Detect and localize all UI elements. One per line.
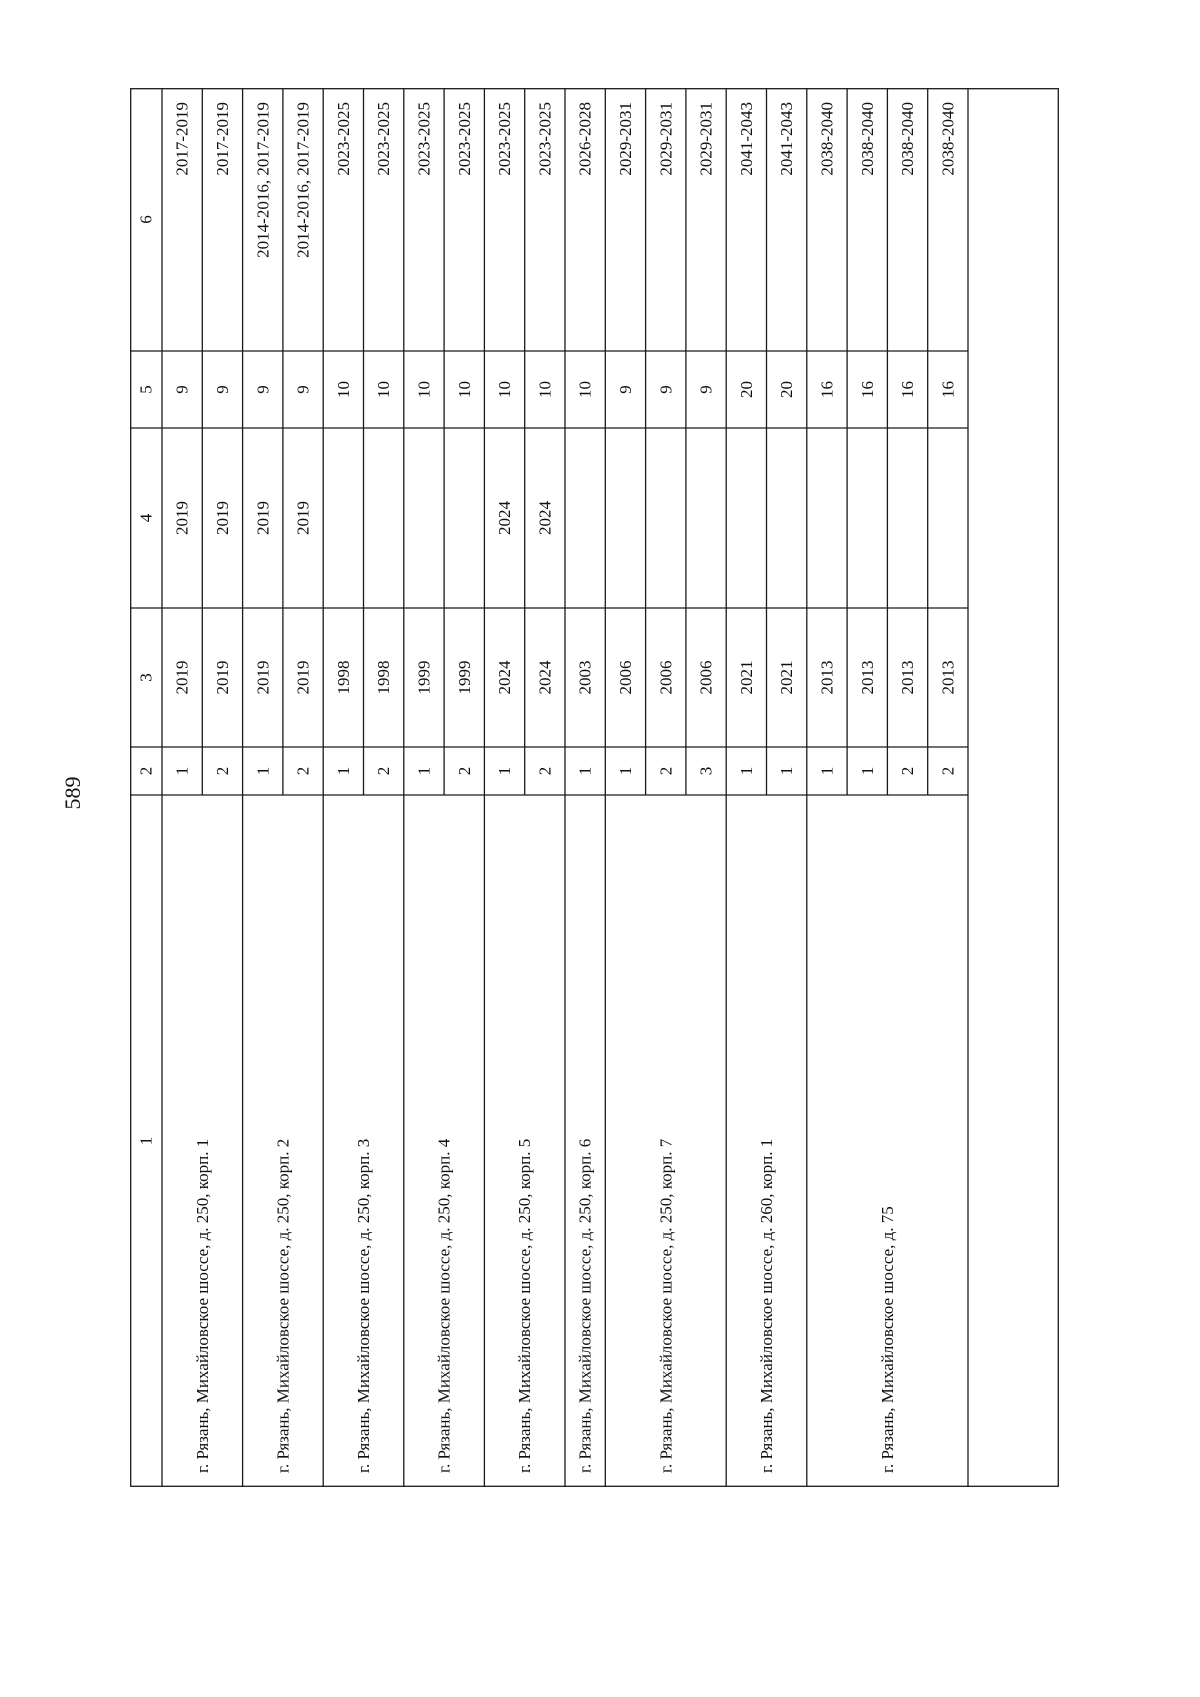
cell-col2: 1 — [615, 766, 635, 776]
cell-col4: 2019 — [212, 501, 232, 535]
address-cell: г. Рязань, Михайловское шоссе, д. 75 — [877, 1206, 897, 1473]
cell-col4: 2019 — [172, 501, 192, 535]
cell-col2: 1 — [495, 766, 515, 776]
address-cell: г. Рязань, Михайловское шоссе, д. 250, корп. 7 — [656, 1138, 676, 1473]
cell-col5: 9 — [615, 385, 635, 394]
cell-col3: 1999 — [454, 660, 474, 695]
cell-col2: 2 — [656, 766, 676, 776]
cell-col5: 9 — [656, 385, 676, 394]
cell-col2: 1 — [575, 766, 595, 776]
cell-col3: 2013 — [857, 660, 877, 695]
page-number: 589 — [60, 776, 85, 810]
cell-col6: 2023-2025 — [374, 102, 394, 176]
cell-col3: 1999 — [414, 660, 434, 695]
cell-col5: 10 — [414, 381, 434, 398]
cell-col5: 9 — [293, 385, 313, 394]
address-cell: г. Рязань, Михайловское шоссе, д. 250, корп. 6 — [575, 1138, 595, 1473]
cell-col3: 2013 — [898, 660, 918, 695]
cell-col4: 2019 — [253, 501, 273, 535]
cell-col3: 2019 — [212, 660, 232, 695]
cell-col5: 16 — [817, 381, 837, 398]
cell-col6: 2017-2019 — [212, 102, 232, 176]
cell-col6: 2014-2016, 2017-2019 — [253, 102, 273, 258]
cell-col3: 2013 — [817, 660, 837, 695]
cell-col6: 2029-2031 — [656, 102, 676, 176]
cell-col6: 2023-2025 — [333, 102, 353, 176]
cell-col5: 20 — [736, 381, 756, 398]
cell-col2: 2 — [535, 766, 555, 776]
cell-col6: 2029-2031 — [696, 102, 716, 176]
cell-col2: 2 — [374, 766, 394, 776]
column-header-4: 4 — [136, 513, 156, 523]
cell-col4: 2024 — [495, 501, 515, 535]
cell-col6: 2023-2025 — [414, 102, 434, 176]
cell-col6: 2041-2043 — [777, 102, 797, 176]
cell-col5: 10 — [495, 381, 515, 398]
column-header-2: 2 — [136, 766, 156, 776]
cell-col2: 3 — [696, 766, 716, 776]
cell-col3: 2006 — [696, 660, 716, 695]
cell-col2: 1 — [857, 766, 877, 776]
column-header-5: 5 — [136, 385, 156, 394]
address-cell: г. Рязань, Михайловское шоссе, д. 250, корп. 2 — [273, 1138, 293, 1473]
cell-col6: 2038-2040 — [898, 102, 918, 176]
cell-col5: 16 — [938, 381, 958, 398]
cell-col4: 2024 — [535, 501, 555, 535]
cell-col5: 10 — [333, 381, 353, 398]
cell-col6: 2014-2016, 2017-2019 — [293, 101, 313, 258]
cell-col3: 2021 — [777, 660, 797, 695]
cell-col3: 1998 — [374, 660, 394, 695]
cell-col5: 16 — [898, 381, 918, 398]
cell-col2: 2 — [454, 766, 474, 776]
address-cell: г. Рязань, Михайловское шоссе, д. 250, корп. 3 — [354, 1138, 373, 1473]
address-cell: г. Рязань, Михайловское шоссе, д. 260, корп. 1 — [757, 1138, 776, 1473]
cell-col5: 10 — [454, 381, 474, 398]
address-cell: г. Рязань, Михайловское шоссе, д. 250, корп. 5 — [515, 1138, 535, 1473]
cell-col3: 2019 — [172, 660, 192, 695]
cell-col4: 2019 — [293, 501, 313, 535]
cell-col2: 1 — [172, 766, 192, 776]
cell-col3: 2006 — [656, 660, 676, 695]
cell-col3: 2013 — [938, 660, 958, 695]
cell-col2: 1 — [817, 766, 837, 776]
cell-col6: 2023-2025 — [535, 102, 555, 176]
cell-col3: 2006 — [615, 660, 635, 695]
cell-col3: 2024 — [495, 660, 515, 695]
cell-col3: 2003 — [575, 660, 595, 695]
cell-col3: 1998 — [333, 660, 353, 695]
cell-col5: 9 — [212, 385, 232, 394]
column-header-1: 1 — [136, 1136, 156, 1146]
column-header-3: 3 — [136, 673, 156, 682]
data-table — [130, 88, 1059, 1487]
cell-col5: 10 — [535, 381, 555, 398]
cell-col5: 16 — [857, 381, 877, 398]
column-header-6: 6 — [136, 215, 156, 224]
cell-col2: 2 — [212, 766, 232, 776]
cell-col5: 9 — [253, 385, 273, 394]
cell-col6: 2026-2028 — [575, 102, 595, 176]
cell-col3: 2021 — [736, 660, 756, 695]
cell-col5: 20 — [777, 381, 797, 398]
cell-col2: 1 — [414, 766, 434, 776]
cell-col2: 1 — [253, 766, 273, 776]
cell-col5: 10 — [374, 381, 394, 398]
cell-col6: 2038-2040 — [938, 102, 958, 176]
rotated-table — [130, 88, 1059, 1487]
cell-col5: 9 — [696, 385, 716, 394]
cell-col6: 2029-2031 — [615, 102, 635, 176]
cell-col5: 9 — [172, 385, 192, 394]
cell-col6: 2023-2025 — [454, 102, 474, 176]
cell-col2: 1 — [736, 766, 756, 776]
cell-col6: 2017-2019 — [172, 102, 192, 176]
cell-col6: 2038-2040 — [857, 102, 877, 176]
cell-col2: 2 — [938, 766, 958, 776]
cell-col6: 2023-2025 — [495, 102, 515, 176]
cell-col5: 10 — [575, 381, 595, 398]
cell-col2: 2 — [898, 766, 918, 776]
cell-col2: 2 — [293, 766, 313, 776]
cell-col6: 2038-2040 — [817, 102, 837, 176]
cell-col2: 1 — [333, 766, 353, 776]
cell-col2: 1 — [777, 766, 797, 776]
cell-col3: 2019 — [293, 660, 313, 695]
cell-col3: 2019 — [253, 660, 273, 695]
address-cell: г. Рязань, Михайловское шоссе, д. 250, корп. 4 — [434, 1138, 454, 1473]
address-cell: г. Рязань, Михайловское шоссе, д. 250, корп. 1 — [192, 1138, 212, 1473]
cell-col6: 2041-2043 — [736, 102, 756, 176]
cell-col3: 2024 — [535, 660, 555, 695]
